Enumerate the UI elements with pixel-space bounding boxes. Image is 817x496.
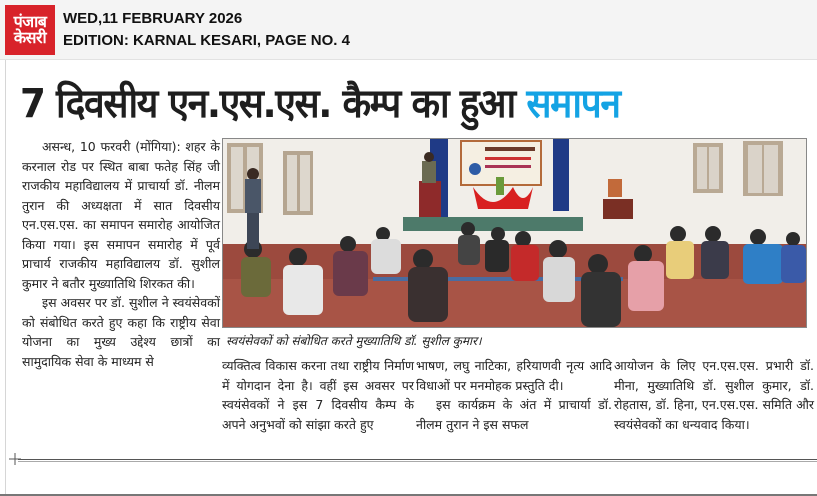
publication-date: WED,11 FEBRUARY 2026 xyxy=(63,10,243,27)
divider xyxy=(18,461,817,462)
article-column-4 xyxy=(614,356,814,434)
event-photo-illustration xyxy=(223,139,807,328)
news-clipping xyxy=(5,60,817,494)
article-column-3 xyxy=(416,356,612,434)
headline-main: 7 दिवसीय एन.एस.एस. कैम्प का हुआ xyxy=(20,81,527,127)
paragraph: आयोजन के लिए एन.एस.एस. प्रभारी डॉ. मीना, मुख्यातिथि डॉ. सुशील कुमार, डॉ. रोहतास, डॉ. हिना, एन.एस.एस. समिति और स्वयंसेवकों का धन्यवाद किया। xyxy=(614,358,814,432)
article-photo xyxy=(222,138,807,328)
paragraph: असन्ध, 10 फरवरी (मोंगिया): शहर के करनाल रोड पर स्थित बाबा फतेह सिंह जी राजकीय महाविद्यालय में प्राचार्या डॉ. नीलम तुरान की अध्यक्षता में सात दिवसीय एन.एस.एस. का समापन समारोह आयोजित किया गया। इस समापन समारोह में पूर्व प्राचार्य राजकीय महाविद्यालय डॉ. सुशील कुमार ने बतौर मुख्यातिथि शिरकत की। xyxy=(22,139,220,291)
paragraph: इस कार्यक्रम के अंत में प्राचार्या डॉ. नीलम तुरान ने इस सफल xyxy=(416,397,612,432)
headline-accent: समापन xyxy=(526,81,620,127)
article-column-2 xyxy=(222,356,414,434)
edition-info: EDITION: KARNAL KESARI, PAGE NO. 4 xyxy=(63,32,350,49)
paragraph: व्यक्तित्व विकास करना तथा राष्ट्रीय निर्माण में योगदान देना है। वहीं इस अवसर पर स्वयंसेवकों ने इस 7 दिवसीय कैम्प के अपने अनुभवों को सांझा करते हुए xyxy=(222,358,414,432)
edition-meta xyxy=(63,8,350,52)
photo-caption: स्वयंसेवकों को संबोधित करते मुख्यातिथि डॉ. सुशील कुमार। xyxy=(226,334,482,348)
punjab-kesari-logo xyxy=(5,5,55,55)
logo-line-2: केसरी xyxy=(13,28,47,47)
paragraph: भाषण, लघु नाटिका, हरियाणवी नृत्य आदि विधाओं पर मनमोहक प्रस्तुति दी। xyxy=(416,358,612,393)
edition-header xyxy=(0,0,817,60)
article-column-1 xyxy=(22,137,220,371)
divider xyxy=(18,459,817,460)
paragraph: इस अवसर पर डॉ. सुशील ने स्वयंसेवकों को संबोधित करते हुए कहा कि राष्ट्रीय सेवा योजना का मुख्य उद्देश्य छात्रों का सामुदायिक सेवा के माध्यम से xyxy=(22,295,220,369)
logo-line-1: पंजाब xyxy=(13,12,47,31)
headline xyxy=(20,74,755,129)
